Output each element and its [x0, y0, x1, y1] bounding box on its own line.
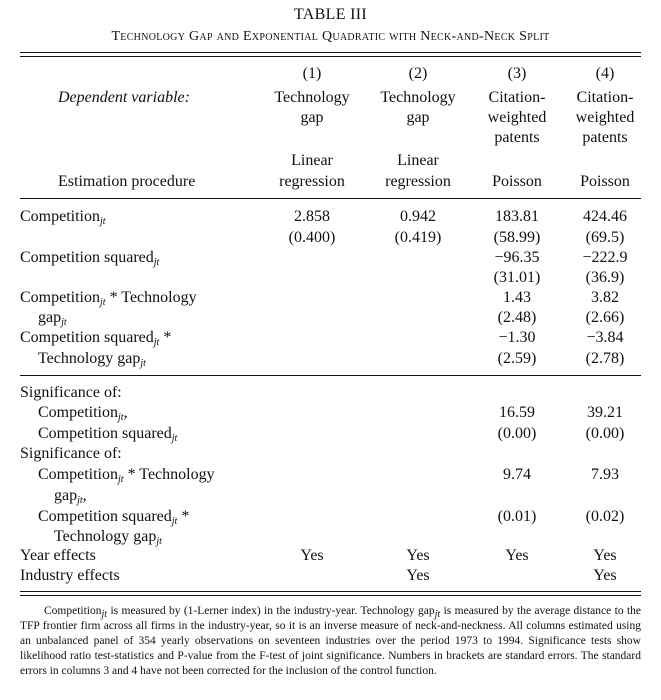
cell-competition-squared-se-c4: (36.9)	[585, 269, 625, 286]
col-dep2-3: weighted	[487, 109, 547, 126]
row-label-compsq-x-gap-line2: Technology gap$_{jt}$	[38, 350, 146, 369]
cell-year-effects-c1: Yes	[300, 547, 324, 564]
col-est1-2: Linear	[397, 152, 439, 169]
cell-sig1-stat-c3: 16.59	[499, 404, 535, 421]
col-dep1-4: Citation-	[576, 89, 634, 106]
cell-compsq-x-gap-se-c4: (2.78)	[585, 350, 625, 367]
cell-sig2-stat-c4: 7.93	[591, 466, 619, 483]
cell-industry-effects-c2: Yes	[406, 567, 430, 584]
cell-competition-squared-se-c3: (31.01)	[493, 269, 541, 286]
cell-sig2-p-c4: (0.02)	[585, 508, 625, 525]
cell-sig1-p-c4: (0.00)	[585, 425, 625, 442]
sig1-line1: Competition$_{jt}$,	[38, 404, 128, 423]
col-est2-1: regression	[279, 173, 345, 190]
col-dep1-1: Technology	[274, 89, 350, 106]
cell-competition-se-c2: (0.419)	[394, 229, 442, 246]
col-dep2-2: gap	[406, 109, 430, 126]
cell-comp-x-gap-se-c3: (2.48)	[497, 309, 537, 326]
cell-competition-se-c4: (69.5)	[585, 229, 625, 246]
cell-competition-se-c3: (58.99)	[493, 229, 541, 246]
row-label-industry-effects: Industry effects	[20, 567, 120, 584]
cell-competition-squared-c4: −222.9	[582, 249, 628, 266]
row-label-compsq-x-gap-line1: Competition squared$_{jt}$ *	[20, 329, 172, 348]
significance-label-2: Significance of:	[20, 445, 122, 462]
cell-sig2-p-c3: (0.01)	[497, 508, 537, 525]
section-rule	[20, 375, 641, 376]
significance-label-1: Significance of:	[20, 384, 122, 401]
cell-sig1-p-c3: (0.00)	[497, 425, 537, 442]
cell-comp-x-gap-c3: 1.43	[503, 289, 531, 306]
cell-industry-effects-c4: Yes	[593, 567, 617, 584]
col-est2-3: Poisson	[492, 173, 542, 190]
top-rule-1	[20, 52, 641, 53]
col-est1-1: Linear	[291, 152, 333, 169]
col-dep2-1: gap	[300, 109, 324, 126]
row-label-competition-squared: Competition squared$_{jt}$	[20, 249, 160, 268]
col-est2-4: Poisson	[580, 173, 630, 190]
table-subtitle: Technology Gap and Exponential Quadratic with Neck-and-Neck Split	[111, 29, 550, 44]
sig1-line2: Competition squared$_{jt}$	[38, 425, 178, 444]
col-num-2: (2)	[408, 65, 428, 82]
cell-year-effects-c2: Yes	[406, 547, 430, 564]
sig2-line2: gap$_{jt}$,	[54, 487, 87, 506]
row-label-competition: Competition$_{jt}$	[20, 208, 106, 227]
col-dep2-4: weighted	[575, 109, 635, 126]
col-dep1-3: Citation-	[488, 89, 546, 106]
cell-compsq-x-gap-c4: −3.84	[586, 329, 624, 346]
sig2-line4: Technology gap$_{jt}$	[54, 528, 162, 547]
cell-competition-squared-c3: −96.35	[494, 249, 540, 266]
cell-sig2-stat-c3: 9.74	[503, 466, 531, 483]
col-num-3: (3)	[507, 65, 527, 82]
col-dep3-4: patents	[582, 129, 628, 146]
cell-competition-c4: 424.46	[583, 208, 627, 225]
cell-year-effects-c4: Yes	[593, 547, 617, 564]
cell-comp-x-gap-se-c4: (2.66)	[585, 309, 625, 326]
sig2-line3: Competition squared$_{jt}$ *	[38, 508, 190, 527]
col-dep1-2: Technology	[380, 89, 456, 106]
bottom-rule-2	[20, 595, 641, 596]
table-note: Competition$_{jt}$ is measured by (1-Lerner index) in the industry-year. Technology gap$_{jt}$ is measured by the average distance to the TFP frontier firm across all firms in the industry-year, so it is an inverse measure of neck-and-neckness. All columns estimated using an unbalanced panel of 354 yearly observations on seventeen industries over the period 1973 to 1994. Significance tests show likelihood ratio test-statistics and P-value from the F-test of joint significance. Numbers in brackets are standard errors. The standard errors in columns 3 and 4 have not been corrected for the inclusion of the control function.	[20, 605, 642, 677]
bottom-rule-1	[20, 591, 641, 592]
row-label-comp-x-gap-line2: gap$_{jt}$	[38, 309, 67, 328]
cell-competition-c2: 0.942	[400, 208, 436, 225]
cell-comp-x-gap-c4: 3.82	[591, 289, 619, 306]
cell-competition-se-c1: (0.400)	[288, 229, 336, 246]
col-dep3-3: patents	[494, 129, 540, 146]
col-num-4: (4)	[595, 65, 615, 82]
cell-year-effects-c3: Yes	[505, 547, 529, 564]
col-est2-2: regression	[385, 173, 451, 190]
col-num-1: (1)	[302, 65, 322, 82]
cell-sig1-stat-c4: 39.21	[587, 404, 623, 421]
table-title: TABLE III	[294, 6, 367, 23]
top-rule-2	[20, 56, 641, 57]
estimation-procedure-label: Estimation procedure	[58, 173, 196, 190]
row-label-year-effects: Year effects	[20, 547, 96, 564]
cell-competition-c3: 183.81	[495, 208, 539, 225]
row-label-comp-x-gap-line1: Competition$_{jt}$ * Technology	[20, 289, 197, 308]
sig2-line1: Competition$_{jt}$ * Technology	[38, 466, 215, 485]
cell-competition-c1: 2.858	[294, 208, 330, 225]
cell-compsq-x-gap-se-c3: (2.59)	[497, 350, 537, 367]
cell-compsq-x-gap-c3: −1.30	[498, 329, 536, 346]
header-rule	[20, 198, 641, 199]
dependent-variable-label: Dependent variable:	[58, 89, 190, 106]
